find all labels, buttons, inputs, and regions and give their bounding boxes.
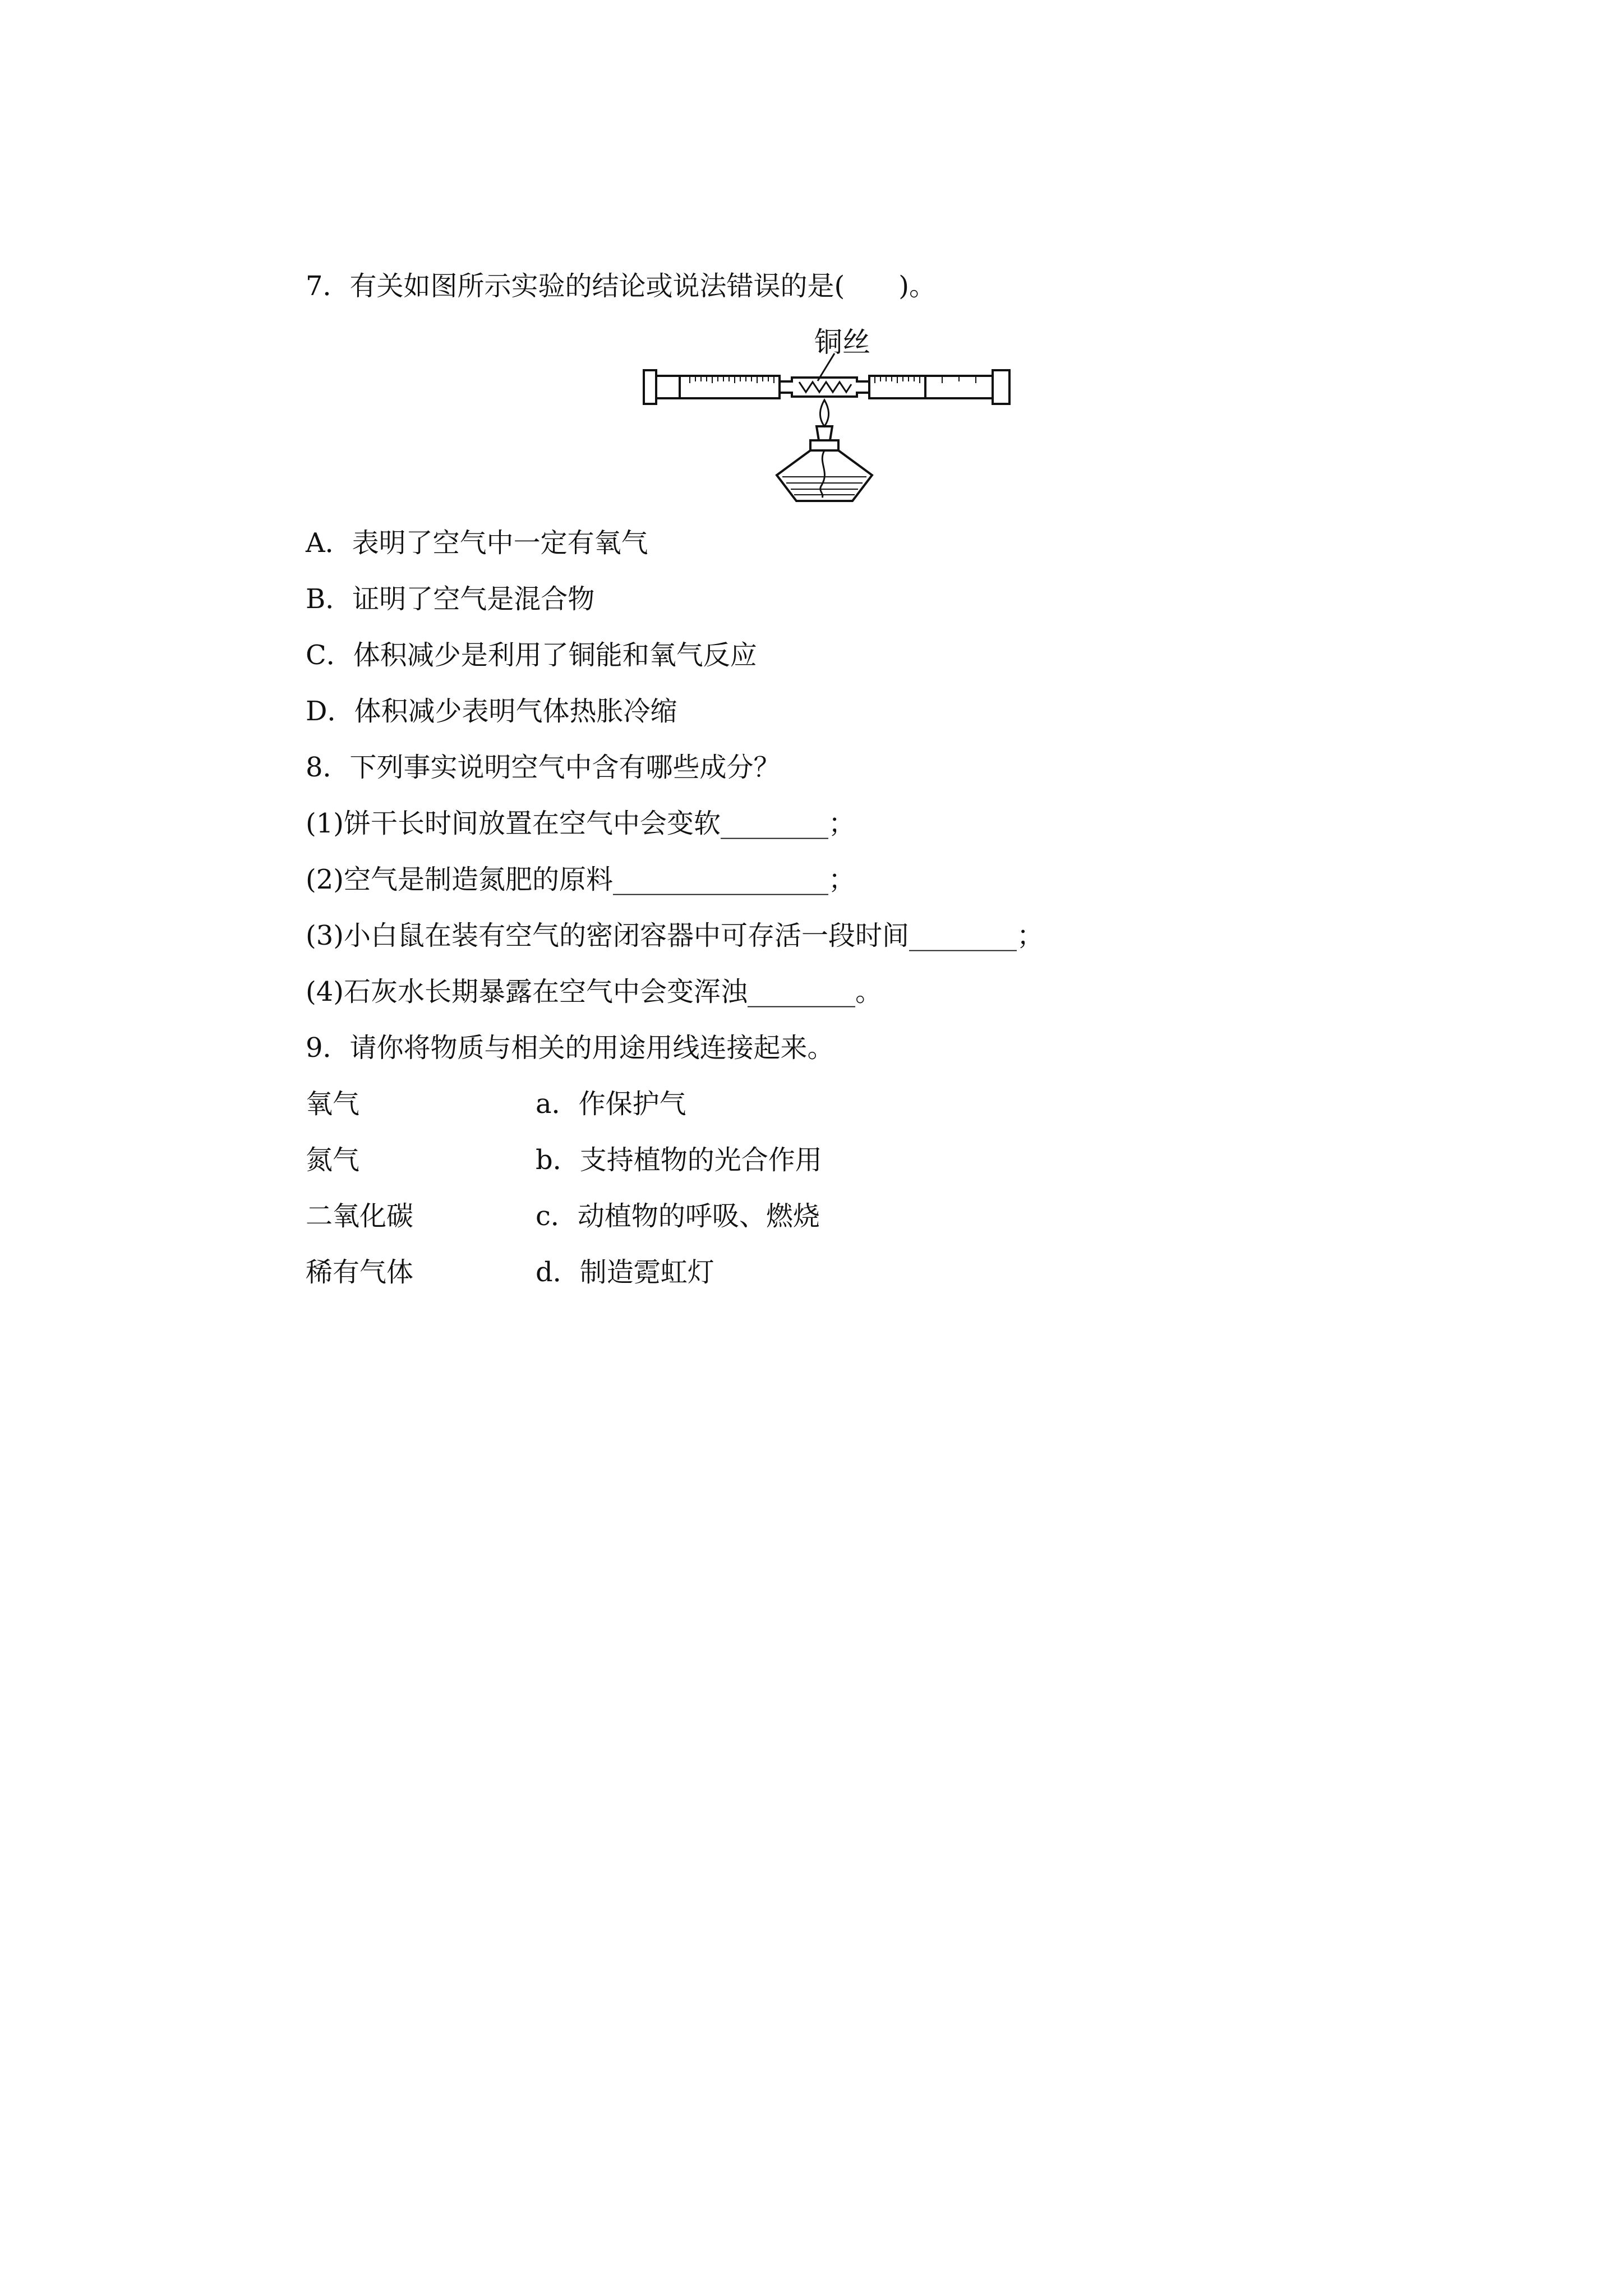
question-7-stem: 7．有关如图所示实验的结论或说法错误的是( )。 xyxy=(306,270,936,302)
question-8-stem: 8．下列事实说明空气中含有哪些成分？ xyxy=(306,752,781,783)
question-8-item-1: (1)饼干长时间放置在空气中会变软________； xyxy=(306,808,855,839)
question-8-item-3: (3)小白鼠在装有空气的密闭容器中可存活一段时间________； xyxy=(306,920,1044,951)
substance-nitrogen: 氮气 xyxy=(306,1144,360,1176)
option-c: C．体积减少是利用了铜能和氧气反应 xyxy=(306,639,757,671)
question-8-item-4: (4)石灰水长期暴露在空气中会变浑浊________。 xyxy=(306,976,882,1007)
use-d: d．制造霓虹灯 xyxy=(536,1257,714,1288)
right-syringe-end xyxy=(993,370,1009,404)
use-b: b．支持植物的光合作用 xyxy=(536,1144,822,1176)
copper-wire-coil xyxy=(799,382,851,392)
lamp-neck xyxy=(810,440,838,450)
use-c: c．动植物的呼吸、燃烧 xyxy=(536,1200,820,1232)
question-8-item-2: (2)空气是制造氮肥的原料________________； xyxy=(306,864,855,895)
option-a: A．表明了空气中一定有氧气 xyxy=(306,527,648,559)
use-a: a．作保护气 xyxy=(536,1088,686,1120)
substance-noble-gas: 稀有气体 xyxy=(306,1257,414,1288)
question-9-stem: 9．请你将物质与相关的用途用线连接起来。 xyxy=(306,1032,834,1064)
option-d: D．体积减少表明气体热胀冷缩 xyxy=(306,696,677,727)
lamp-wick-holder xyxy=(817,426,832,440)
glass-tube xyxy=(780,378,869,397)
substance-oxygen: 氧气 xyxy=(306,1088,360,1120)
lamp-wick xyxy=(820,450,825,498)
flame xyxy=(820,400,828,426)
apparatus-figure xyxy=(639,323,1066,508)
left-syringe-end xyxy=(644,370,656,404)
copper-wire-label: 铜丝 xyxy=(814,326,870,358)
substance-carbon-dioxide: 二氧化碳 xyxy=(306,1200,414,1232)
option-b: B．证明了空气是混合物 xyxy=(306,583,595,615)
right-syringe-barrel xyxy=(869,376,993,398)
